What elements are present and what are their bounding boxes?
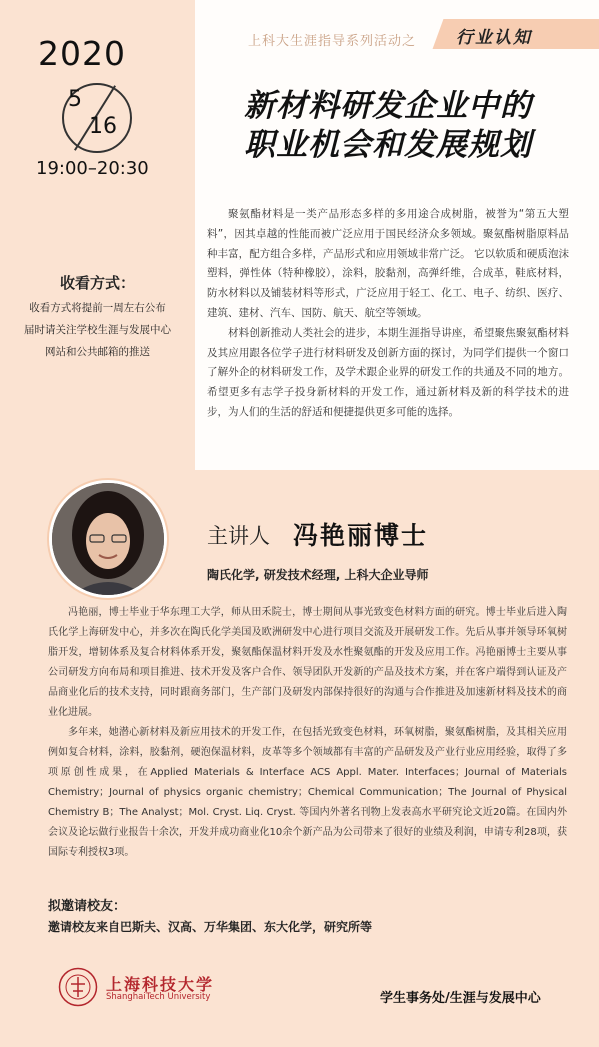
invite-heading: 拟邀请校友： [48,899,127,914]
speaker-bio [48,603,567,863]
page-title-line-2: 职业机会和发展规划 [244,127,532,163]
series-label: 上科大生涯指导系列活动之 [248,34,417,49]
invite-text: 邀请校友来自巴斯夫、汉高、万华集团、东大化学，研究所等 [48,920,373,934]
university-name-cn: 上海科技大学 [106,975,215,994]
university-name-en: ShanghaiTech University [106,992,211,1002]
event-year: 2020 [38,34,126,73]
watch-info-line: 届时请关注学校生涯与发展中心 [24,324,171,336]
watch-info-line: 网站和公共邮箱的推送 [45,346,150,358]
speaker-role: 陶氏化学, 研发技术经理, 上科大企业导师 [207,568,429,582]
bio-paragraph: 冯艳丽，博士毕业于华东理工大学，师从田禾院士，博士期间从事光致变色材料方面的研究。博士毕业后进入陶氏化学上海研发中心，并多次在陶氏化学美国及欧洲研发中心进行项目交流及开展研发工作。先后从事并领导环氧树脂开发，增韧体系及复合材料体系开发，聚氨酯保温材料开发及水性聚氨酯的开发及应用工作。冯艳丽博士主要从事公司研发方向布局和项目推进、技术开发及客户合作、领导团队开发新的产品及技术方案，并在客户端得到认证及产品商业化后的技术支持，同时跟商务部门，生产部门及研发内部保持很好的沟通与合作推进及加速新材料及技术的商业化进展。 [48,607,567,718]
speaker-photo [49,480,167,598]
watch-info-line: 收看方式将提前一周左右公布 [29,302,166,314]
bio-paragraph: 多年来，她潜心新材料及新应用技术的开发工作，在包括光致变色材料，环氧树脂，聚氨酯树脂，及其相关应用例如复合材料，涂料，胶黏剂，硬泡保温材料，皮革等多个领域都有丰富的产品研发及产业行业应用经验，取得了多项原创性成果，在Applied Materials & Interface ACS Appl. Mater. Interfaces；Journal of Materials Chemistry；Journal of physics organic chemistry；Chemical Communication；The Journal of Physical Chemistry B；The Analyst；Mol. Cryst. Liq. Cryst. 等国内外著名刊物上发表高水平研究论文近20篇。在国内外会议及论坛做行业报告十余次，开发并成功商业化10余个新产品为公司带来了很好的业绩及利润，申请专利28项，获国际专利授权3项。 [48,727,567,858]
speaker-name: 冯艳丽博士 [293,521,429,550]
page-title-line-1: 新材料研发企业中的 [244,88,532,124]
speaker-label: 主讲人 [207,524,270,548]
event-time: 19:00–20:30 [36,158,149,179]
category-tag: 行业认知 [456,28,532,48]
intro-paragraph: 材料创新推动人类社会的进步，本期生涯指导讲座，希望聚焦聚氨酯材料及其应用跟各位学子进行材料研发及创新方面的探讨，为同学们提供一个窗口了解外企的材料研发工作，及学术跟企业界的研发工作的共通及不同的地方。希望更多有志学子投身新材料的开发工作，通过新材料及新的科学技术的进步，为人们的生活的舒适和便捷提供更多可能的选择。 [207,326,569,418]
event-day: 16 [89,114,117,139]
organizer-office: 学生事务处/生涯与发展中心 [380,991,541,1006]
intro-paragraph: 聚氨酯材料是一类产品形态多样的多用途合成树脂，被誉为“第五大塑料”，因其卓越的性能而被广泛应用于国民经济众多领域。聚氨酯树脂原料品种丰富，配方组合多样，产品形式和应用领域非常广泛。 它以软质和硬质泡沫塑料，弹性体（特种橡胶），涂料，胶黏剂，高弹纤维，合成革，鞋底材料，防水材料以及铺装材料等形式，广泛应用于轻工、化工、电子、纺织、医疗、建筑、建材、汽车、国防、航天、航空等领域。 [207,208,569,319]
university-seal-icon [58,967,98,1007]
intro-text [207,205,569,423]
watch-heading: 收看方式： [59,274,135,292]
event-month: 5 [68,87,82,112]
